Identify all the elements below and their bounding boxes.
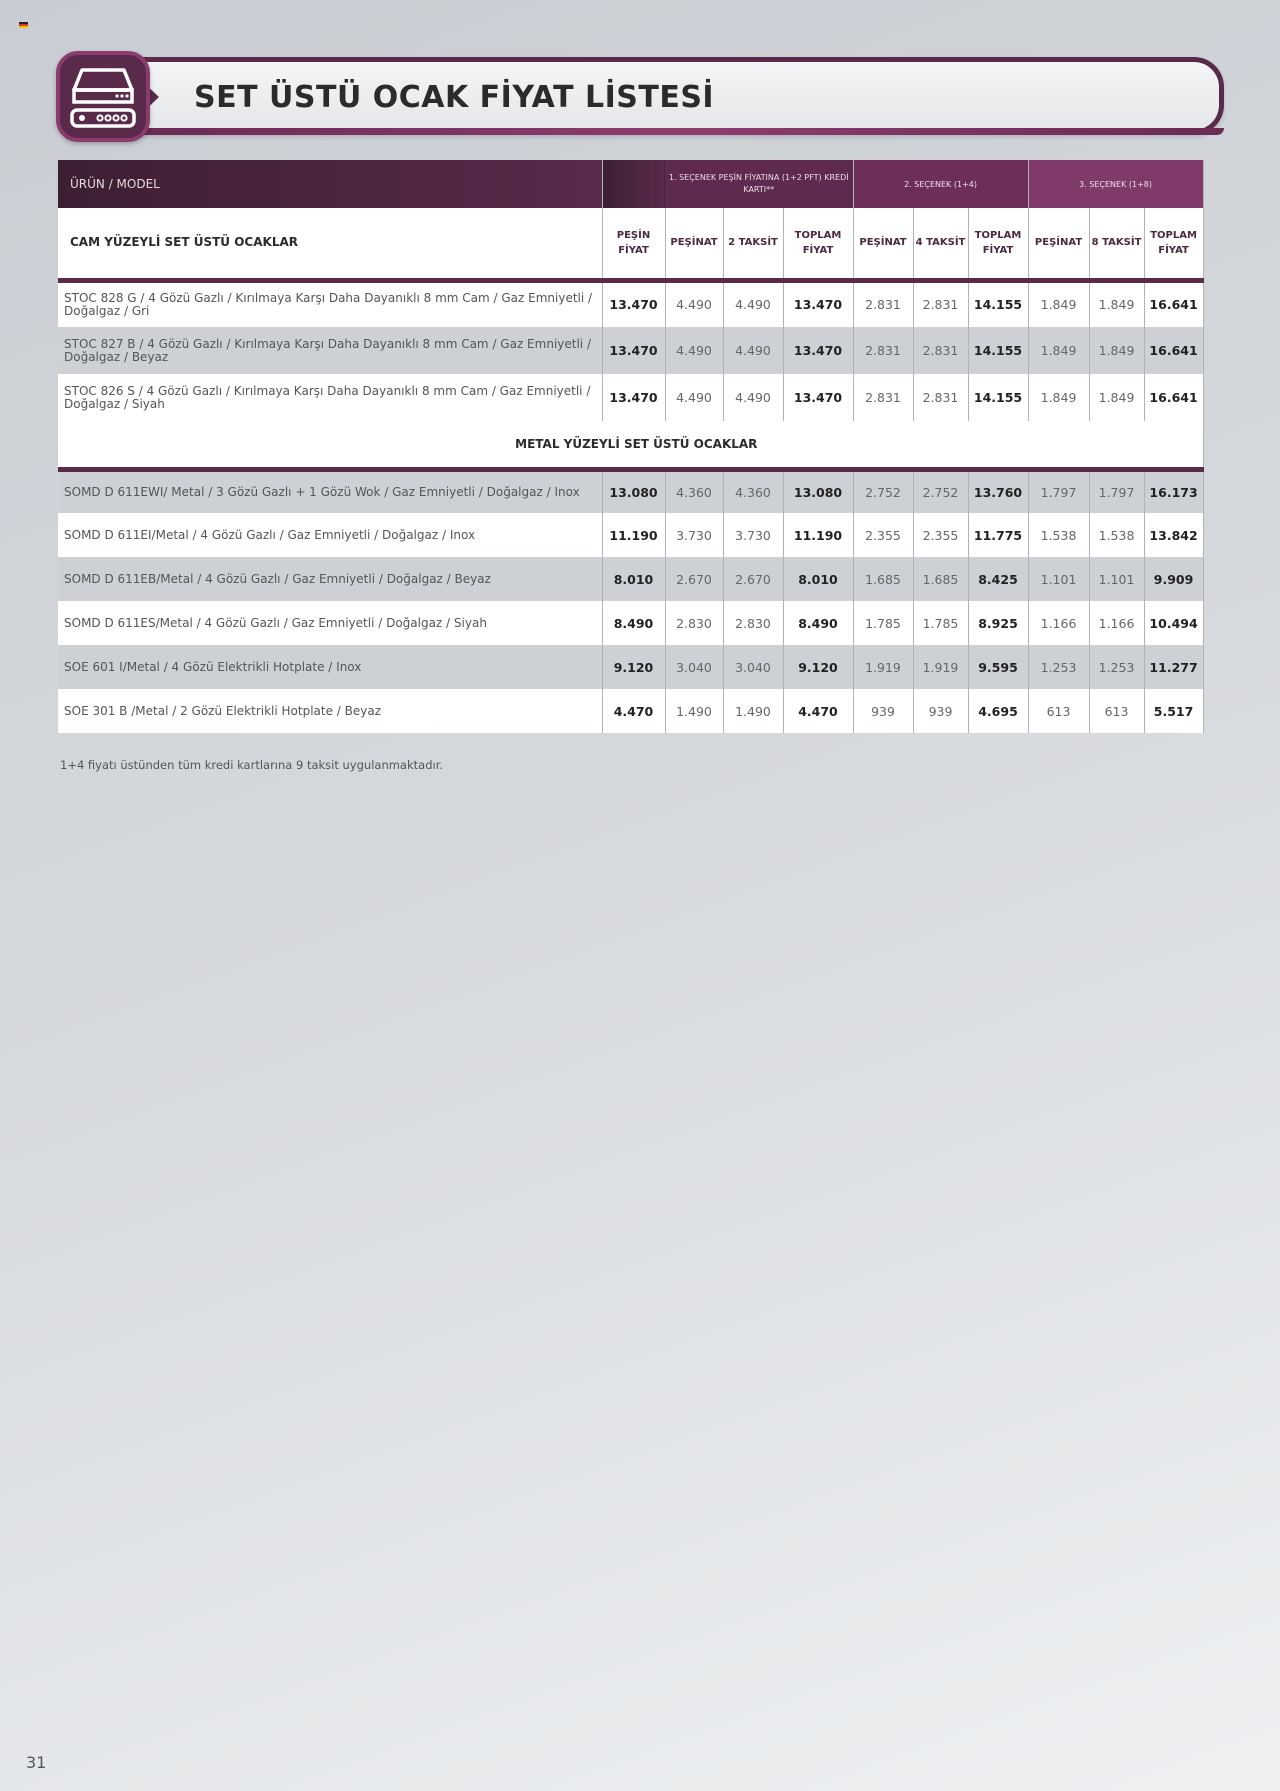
- price-cell: 1.849: [1089, 280, 1144, 327]
- price-cell: 613: [1028, 689, 1089, 733]
- price-cell: 8.425: [968, 557, 1028, 601]
- price-cell: 2.355: [913, 513, 968, 557]
- product-name: SOMD D 611ES/Metal / 4 Gözü Gazlı / Gaz Emniyetli / Doğalgaz / Siyah: [58, 601, 602, 645]
- price-cell: 4.490: [723, 374, 783, 421]
- subheader-cell: TOPLAM FİYAT: [783, 208, 853, 280]
- table-header-row: [58, 160, 1203, 208]
- price-cell: 939: [913, 689, 968, 733]
- price-cell: 4.490: [665, 327, 723, 374]
- subheader-cell: PEŞİNAT: [665, 208, 723, 280]
- price-cell: 1.490: [723, 689, 783, 733]
- price-cell: 1.849: [1028, 327, 1089, 374]
- price-cell: 1.849: [1089, 327, 1144, 374]
- price-cell: 14.155: [968, 374, 1028, 421]
- price-cell: 1.797: [1089, 469, 1144, 513]
- price-cell: 9.120: [783, 645, 853, 689]
- price-cell: 2.831: [853, 327, 913, 374]
- price-cell: 4.470: [783, 689, 853, 733]
- price-cell: 1.785: [913, 601, 968, 645]
- price-cell: 11.277: [1144, 645, 1203, 689]
- header-urun-model: ÜRÜN / MODEL: [58, 160, 602, 208]
- product-name: SOMD D 611EI/Metal / 4 Gözü Gazlı / Gaz Emniyetli / Doğalgaz / Inox: [58, 513, 602, 557]
- price-cell: 11.775: [968, 513, 1028, 557]
- price-cell: 2.670: [665, 557, 723, 601]
- table-row: [58, 557, 1203, 601]
- price-cell: 8.010: [783, 557, 853, 601]
- price-cell: 2.831: [913, 374, 968, 421]
- price-cell: 13.470: [783, 280, 853, 327]
- price-cell: 1.490: [665, 689, 723, 733]
- price-cell: 13.080: [602, 469, 665, 513]
- price-cell: 1.101: [1089, 557, 1144, 601]
- price-cell: 13.470: [783, 374, 853, 421]
- price-cell: 14.155: [968, 327, 1028, 374]
- header-option-2: 2. SEÇENEK (1+4): [853, 160, 1028, 208]
- price-cell: 1.785: [853, 601, 913, 645]
- price-cell: 1.849: [1028, 374, 1089, 421]
- price-cell: 1.919: [913, 645, 968, 689]
- cooktop-icon: [56, 51, 150, 142]
- price-cell: 1.849: [1089, 374, 1144, 421]
- subheader-cell: PEŞİNAT: [853, 208, 913, 280]
- section-header-row: [58, 421, 1203, 469]
- price-cell: 2.670: [723, 557, 783, 601]
- price-cell: 2.355: [853, 513, 913, 557]
- price-cell: 613: [1089, 689, 1144, 733]
- price-cell: 4.490: [665, 280, 723, 327]
- price-cell: 2.831: [853, 374, 913, 421]
- product-name: SOE 301 B /Metal / 2 Gözü Elektrikli Hotplate / Beyaz: [58, 689, 602, 733]
- price-cell: 2.831: [913, 327, 968, 374]
- price-cell: 2.830: [723, 601, 783, 645]
- header-spacer: [602, 160, 665, 208]
- table-row: [58, 513, 1203, 557]
- price-cell: 2.830: [665, 601, 723, 645]
- product-name: STOC 826 S / 4 Gözü Gazlı / Kırılmaya Karşı Daha Dayanıklı 8 mm Cam / Gaz Emniyetli / Doğalgaz / Siyah: [58, 374, 602, 421]
- price-cell: 4.490: [723, 280, 783, 327]
- price-cell: 1.253: [1028, 645, 1089, 689]
- footnote: 1+4 fiyatı üstünden tüm kredi kartlarına 9 taksit uygulanmaktadır.: [60, 758, 444, 772]
- price-cell: 11.190: [783, 513, 853, 557]
- subheader-cell: TOPLAM FİYAT: [968, 208, 1028, 280]
- section-cam-body: [58, 280, 1203, 421]
- price-cell: 13.842: [1144, 513, 1203, 557]
- section-title: METAL YÜZEYLİ SET ÜSTÜ OCAKLAR: [58, 421, 1203, 469]
- price-cell: 2.831: [913, 280, 968, 327]
- subheader-cell: TOPLAM FİYAT: [1144, 208, 1203, 280]
- price-cell: 10.494: [1144, 601, 1203, 645]
- product-name: STOC 827 B / 4 Gözü Gazlı / Kırılmaya Karşı Daha Dayanıklı 8 mm Cam / Gaz Emniyetli / Doğalgaz / Beyaz: [58, 327, 602, 374]
- price-cell: 1.797: [1028, 469, 1089, 513]
- price-cell: 5.517: [1144, 689, 1203, 733]
- price-cell: 9.120: [602, 645, 665, 689]
- price-cell: 16.173: [1144, 469, 1203, 513]
- price-cell: 1.538: [1028, 513, 1089, 557]
- table-row: [58, 327, 1203, 374]
- price-cell: 16.641: [1144, 280, 1203, 327]
- price-cell: 13.470: [602, 327, 665, 374]
- price-cell: 3.040: [665, 645, 723, 689]
- price-cell: 16.641: [1144, 374, 1203, 421]
- price-cell: 8.010: [602, 557, 665, 601]
- price-cell: 8.925: [968, 601, 1028, 645]
- table-row: [58, 469, 1203, 513]
- price-cell: 1.538: [1089, 513, 1144, 557]
- price-cell: 1.166: [1028, 601, 1089, 645]
- price-cell: 4.695: [968, 689, 1028, 733]
- title-banner-accent: [138, 128, 1224, 135]
- subheader-cell: PEŞİNAT: [1028, 208, 1089, 280]
- price-cell: 13.760: [968, 469, 1028, 513]
- price-cell: 14.155: [968, 280, 1028, 327]
- table-subheader-row: [58, 208, 1203, 280]
- price-cell: 1.919: [853, 645, 913, 689]
- price-cell: 1.253: [1089, 645, 1144, 689]
- price-cell: 13.470: [602, 374, 665, 421]
- price-cell: 2.752: [853, 469, 913, 513]
- product-name: SOMD D 611EB/Metal / 4 Gözü Gazlı / Gaz Emniyetli / Doğalgaz / Beyaz: [58, 557, 602, 601]
- price-cell: 2.752: [913, 469, 968, 513]
- price-cell: 1.101: [1028, 557, 1089, 601]
- price-cell: 4.490: [665, 374, 723, 421]
- flag-icon: [19, 22, 28, 28]
- price-cell: 9.909: [1144, 557, 1203, 601]
- price-cell: 13.470: [783, 327, 853, 374]
- price-cell: 2.831: [853, 280, 913, 327]
- price-cell: 9.595: [968, 645, 1028, 689]
- page-title: SET ÜSTÜ OCAK FİYAT LİSTESİ: [194, 80, 715, 115]
- price-cell: 3.730: [665, 513, 723, 557]
- price-cell: 4.360: [723, 469, 783, 513]
- product-name: SOE 601 I/Metal / 4 Gözü Elektrikli Hotplate / Inox: [58, 645, 602, 689]
- header-option-1: 1. SEÇENEK PEŞİN FİYATINA (1+2 PFT) KREDİ KARTI**: [665, 160, 853, 208]
- price-cell: 8.490: [602, 601, 665, 645]
- price-cell: 16.641: [1144, 327, 1203, 374]
- price-cell: 4.490: [723, 327, 783, 374]
- price-cell: 4.360: [665, 469, 723, 513]
- section-metal-body: [58, 469, 1203, 733]
- price-cell: 3.730: [723, 513, 783, 557]
- price-cell: 1.685: [913, 557, 968, 601]
- price-cell: 13.470: [602, 280, 665, 327]
- price-cell: 1.166: [1089, 601, 1144, 645]
- table-row: [58, 645, 1203, 689]
- section-title: CAM YÜZEYLİ SET ÜSTÜ OCAKLAR: [58, 208, 602, 280]
- price-cell: 13.080: [783, 469, 853, 513]
- price-cell: 11.190: [602, 513, 665, 557]
- price-cell: 3.040: [723, 645, 783, 689]
- subheader-cell: 2 TAKSİT: [723, 208, 783, 280]
- product-name: SOMD D 611EWI/ Metal / 3 Gözü Gazlı + 1 Gözü Wok / Gaz Emniyetli / Doğalgaz / Inox: [58, 469, 602, 513]
- subheader-cell: 4 TAKSİT: [913, 208, 968, 280]
- price-cell: 1.849: [1028, 280, 1089, 327]
- price-cell: 4.470: [602, 689, 665, 733]
- product-name: STOC 828 G / 4 Gözü Gazlı / Kırılmaya Karşı Daha Dayanıklı 8 mm Cam / Gaz Emniyetli / Doğalgaz / Gri: [58, 280, 602, 327]
- price-table: [58, 160, 1204, 733]
- page-number: 31: [26, 1753, 47, 1772]
- price-cell: 1.685: [853, 557, 913, 601]
- table-row: [58, 280, 1203, 327]
- price-cell: 939: [853, 689, 913, 733]
- table-row: [58, 601, 1203, 645]
- header-option-3: 3. SEÇENEK (1+8): [1028, 160, 1203, 208]
- subheader-cell: PEŞİN FİYAT: [602, 208, 665, 280]
- price-cell: 8.490: [783, 601, 853, 645]
- table-row: [58, 374, 1203, 421]
- table-row: [58, 689, 1203, 733]
- subheader-cell: 8 TAKSİT: [1089, 208, 1144, 280]
